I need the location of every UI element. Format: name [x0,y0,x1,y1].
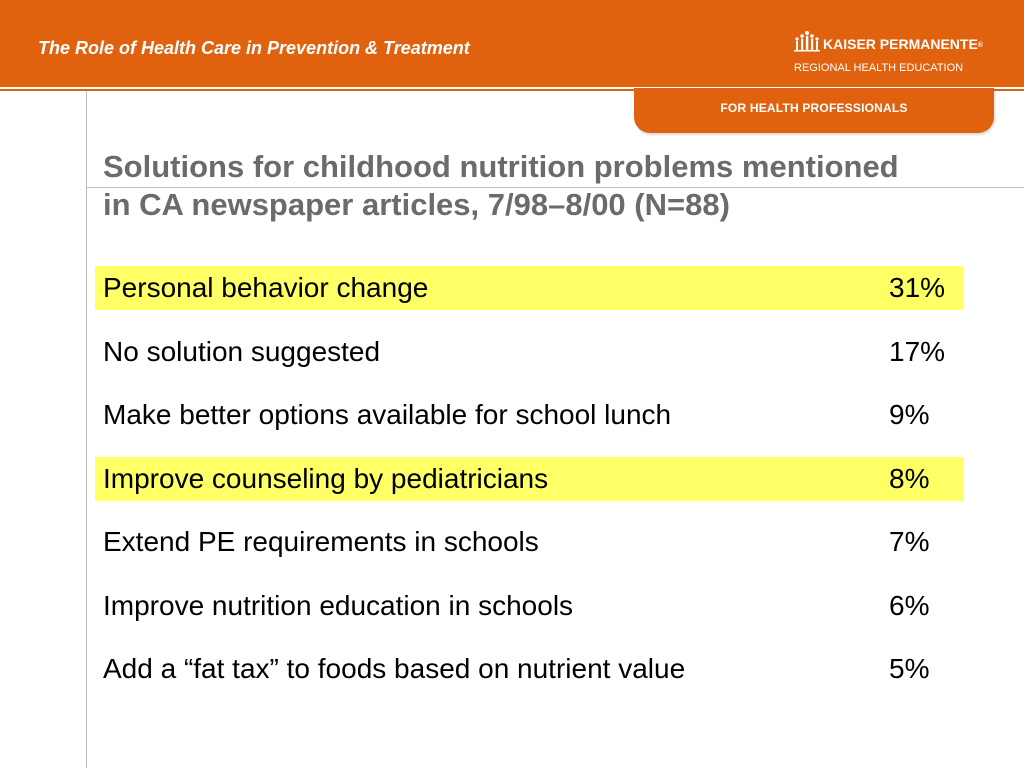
row-label: Improve counseling by pediatricians [103,462,549,494]
row-label: Add a “fat tax” to foods based on nutrient value [103,653,686,684]
row-label: Personal behavior change [103,272,429,303]
results-row [95,393,963,437]
row-percent: 7% [889,526,930,557]
results-row [95,584,963,628]
row-label: Extend PE requirements in schools [103,526,539,557]
results-row [95,520,963,564]
vertical-divider [86,91,87,768]
row-percent: 6% [889,589,930,621]
results-list [95,266,963,711]
header-title: The Role of Health Care in Prevention & Treatment [38,38,470,58]
results-row [95,266,963,310]
row-percent: 8% [889,462,930,494]
row-label: Make better options available for school lunch [103,399,672,430]
audience-tab [634,88,994,133]
kaiser-permanente-logo [793,30,1003,80]
results-row [95,457,963,501]
kp-figures-icon [793,30,821,54]
logo-wordmark: KAISER PERMANENTE® [823,36,983,52]
row-percent: 31% [889,272,946,303]
logo-subtitle: REGIONAL HEALTH EDUCATION [794,62,964,74]
row-percent: 5% [889,653,930,684]
header-bar [0,0,1024,87]
row-label: Improve nutrition education in schools [103,589,574,621]
row-percent: 17% [889,335,946,367]
results-row [95,330,963,374]
row-percent: 9% [889,399,930,430]
audience-tab-label: FOR HEALTH PROFESSIONALS [720,101,908,115]
slide-title: Solutions for childhood nutrition problems mentioned in CA newspaper articles, 7/98–8/00 (N=88) [103,149,899,222]
results-row [95,647,963,691]
row-label: No solution suggested [103,335,381,367]
